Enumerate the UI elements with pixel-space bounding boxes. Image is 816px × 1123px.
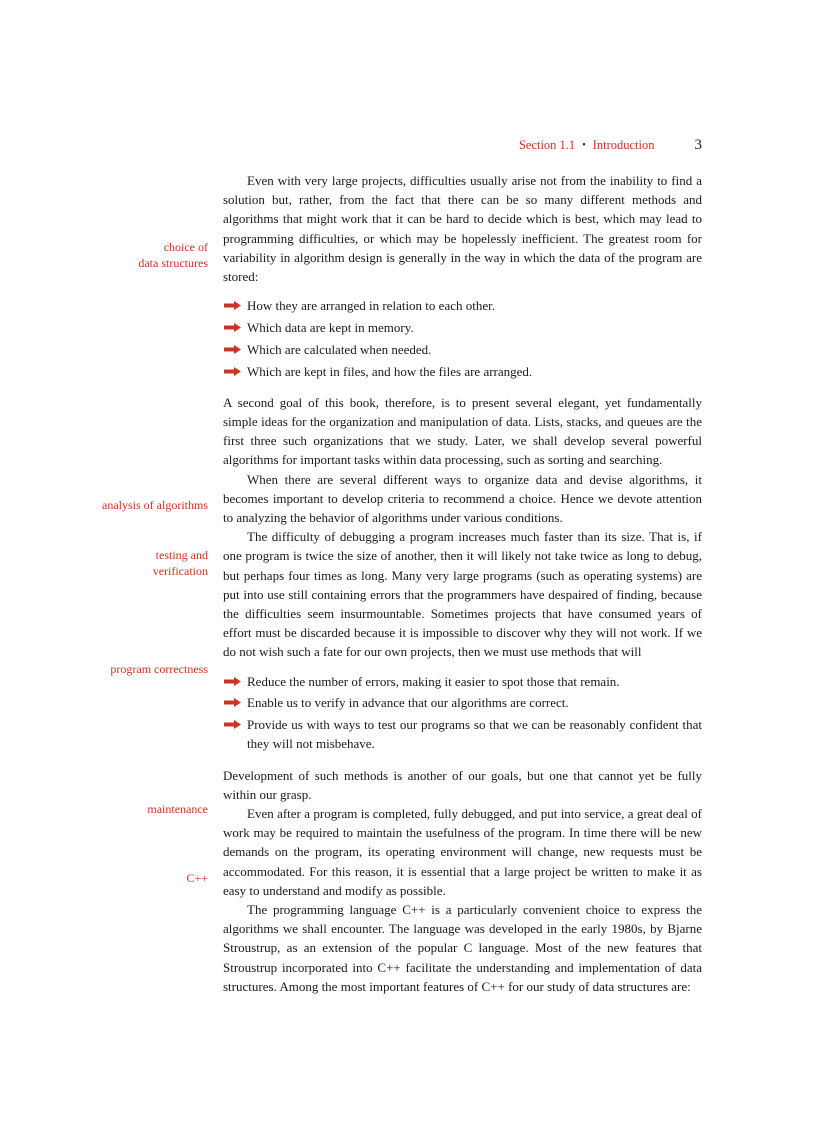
paragraph: The difficulty of debugging a program increases much faster than its size. That is, if one program is twice the size of another, then it will likely not take twice as long to debug, but perhaps four times as long. Many very large programs (such as operating systems) are put into use still containing errors that the programmers have despaired of finding, because the difficulties seem insurmountable. Sometimes projects that have consumed years of effort must be discarded because it is impossible to discover why they will not work. If we do not wish such a fate for our own projects, then we must use methods that will	[223, 529, 702, 660]
arrow-bullet-icon	[224, 677, 241, 686]
list-item-text: Enable us to verify in advance that our algorithms are correct.	[247, 695, 569, 711]
margin-note-line: choice of	[163, 240, 208, 254]
arrow-bullet-icon	[224, 301, 241, 310]
paragraph: The programming language C++ is a particularly convenient choice to express the algorithms we shall encounter. The language was developed in the early 1980s, by Bjarne Stroustrup, as an extension of the popular C language. Most of the new features that Stroustrup incorporated into C++ facilitate the understanding and implementation of data structures. Among the most important features of C++ for our study of data structures are:	[223, 902, 702, 994]
margin-note-line: testing and	[155, 548, 208, 562]
list-item	[223, 362, 702, 381]
margin-note-analysis-of-algorithms: analysis of algorithms	[102, 498, 208, 512]
header-separator: •	[582, 140, 586, 151]
section-title: Introduction	[592, 138, 655, 152]
arrow-bullet-icon	[224, 720, 241, 729]
margin-note-line: data structures	[138, 256, 208, 270]
list-item-text: How they are arranged in relation to each other.	[247, 298, 495, 314]
list-item-text: Provide us with ways to test our programs so that we can be reasonably confident that they will not misbehave.	[247, 717, 702, 752]
list-item	[223, 693, 702, 712]
list-item-text: Which are kept in files, and how the files are arranged.	[247, 363, 533, 379]
paragraph: A second goal of this book, therefore, is to present several elegant, yet fundamentally simple ideas for the organization and manipulation of data. Lists, stacks, and queues are the first three such organizations that we study. Later, we shall develop several powerful algorithms for important tasks within data processing, such as sorting and searching.	[223, 394, 702, 468]
list-item	[223, 296, 702, 315]
margin-note-line: verification	[152, 564, 208, 578]
list-item	[223, 672, 702, 691]
data-storage-list	[223, 296, 702, 381]
arrow-bullet-icon	[224, 698, 241, 707]
list-item	[223, 715, 702, 753]
margin-note-testing-and-verification	[60, 547, 208, 579]
list-item-text: Which are calculated when needed.	[247, 341, 432, 357]
margin-note-cpp: C++	[186, 871, 208, 885]
methods-list	[223, 672, 702, 754]
arrow-bullet-icon	[224, 323, 241, 332]
list-item-text: Which data are kept in memory.	[247, 320, 414, 336]
margin-note-maintenance: maintenance	[147, 802, 208, 816]
paragraph: When there are several different ways to organize data and devise algorithms, it becomes important to develop criteria to recommend a choice. Hence we devote attention to analyzing the behavior of algorithms under various conditions.	[223, 471, 702, 526]
running-header	[220, 137, 702, 155]
arrow-bullet-icon	[224, 345, 241, 354]
margin-note-choice-of-data-structures	[60, 239, 208, 271]
paragraph: Development of such methods is another of our goals, but one that cannot yet be fully within our grasp.	[223, 767, 702, 802]
list-item	[223, 318, 702, 337]
arrow-bullet-icon	[224, 367, 241, 376]
list-item	[223, 340, 702, 359]
list-item-text: Reduce the number of errors, making it easier to spot those that remain.	[247, 673, 620, 689]
margin-note-program-correctness: program correctness	[110, 662, 208, 676]
body-text	[223, 171, 702, 996]
paragraph: Even with very large projects, difficulties usually arise not from the inability to find a solution but, rather, from the fact that there can be so many different methods and algorithms that might work that it can be hard to decide which is best, which may lead to programming difficulties, or which may be hopelessly inefficient. The greatest room for variability in algorithm design is generally in the way in which the data of the program are stored:	[223, 173, 702, 285]
page-number: 3	[694, 137, 702, 153]
section-number: Section 1.1	[518, 138, 576, 152]
paragraph: Even after a program is completed, fully debugged, and put into service, a great deal of work may be required to maintain the usefulness of the program. In time there will be new demands on the program, its operating environment will change, new requests must be accommodated. For this reason, it is essential that a large project be written to make it as easy to understand and modify as possible.	[223, 806, 702, 898]
